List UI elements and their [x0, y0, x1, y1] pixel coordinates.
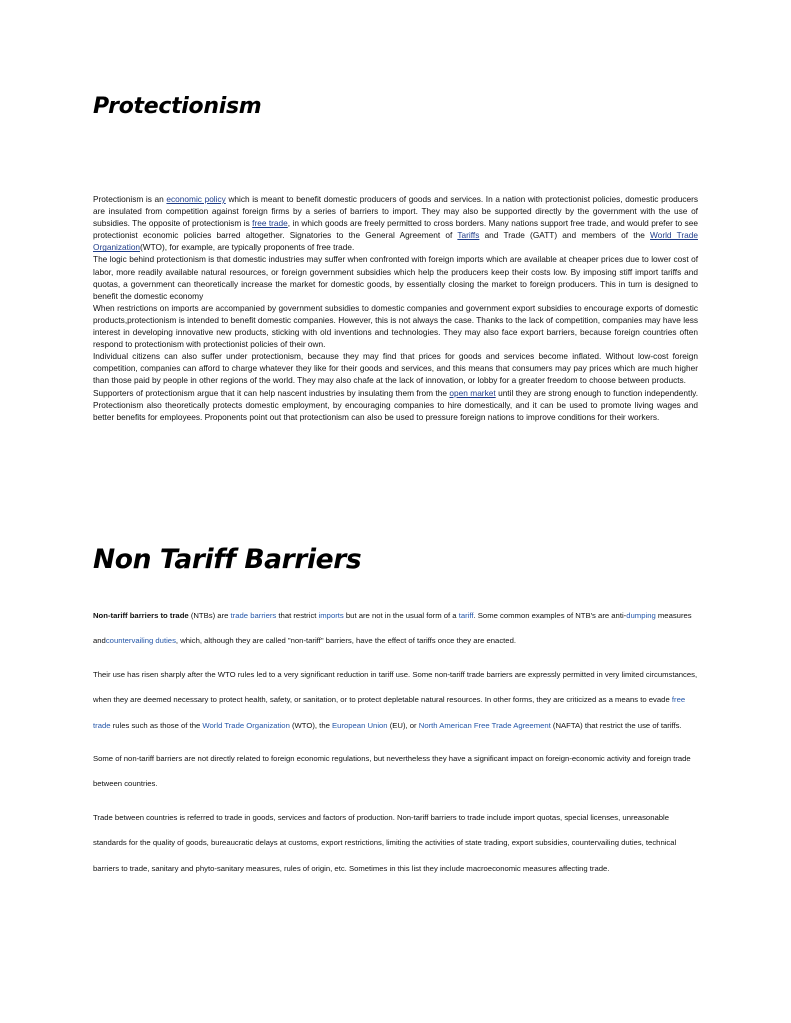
- paragraph: [93, 603, 703, 654]
- link-nafta[interactable]: North American Free Trade Agreement: [418, 720, 551, 730]
- paragraph: Individual citizens can also suffer under protectionism, because they may find that prices for goods and services become inflated. Without low-cost foreign competition, companies can afford to charge whatever they like for their goods and services, and this means that consumers may pay prices which are much higher than those paid by people in other regions of the world. They may also chafe at the lack of innovation, or lobby for a greater freedom to choose between products.: [93, 351, 698, 386]
- paragraph: [93, 387, 698, 423]
- text: Supporters of protectionism argue that it can help nascent industries by insulating them from the: [93, 387, 450, 398]
- protectionism-body: [93, 193, 698, 423]
- link-tariff[interactable]: tariff: [458, 611, 474, 620]
- text: that restrict: [276, 611, 319, 620]
- paragraph: [93, 193, 698, 253]
- link-imports[interactable]: imports: [318, 611, 344, 620]
- text: rules such as those of the: [110, 720, 203, 730]
- text: (WTO), for example, are typically proponents of free trade.: [140, 242, 355, 253]
- text: which is meant to benefit domestic producers of goods and services. In a nation with protectionist policies, domestic producers are insulated from competition against foreign firms by a series of barriers to import. They may also be supported directly by the government with the use of subsidies. The opposite of protectionism is: [93, 194, 698, 229]
- link-world-trade-organization[interactable]: World Trade Organization: [202, 720, 290, 730]
- text: and Trade (GATT) and members of the: [479, 230, 651, 241]
- text: Protectionism is an: [93, 194, 167, 204]
- text: (WTO), the: [289, 720, 333, 730]
- link-dumping[interactable]: dumping: [626, 611, 656, 620]
- link-economic-policy[interactable]: economic policy: [166, 194, 226, 204]
- text: (NTBs) are: [188, 611, 231, 620]
- paragraph: Some of non-tariff barriers are not directly related to foreign economic regulations, but nevertheless they have a significant impact on foreign-economic activity and foreign trade between countries.: [93, 754, 691, 789]
- text: (NAFTA) that restrict the use of tariffs.: [550, 720, 682, 730]
- text: , in which goods are freely permitted to cross borders. Many nations support free trade, and would prefer to see protectionist economic policies barred altogether. Signatories to the General Agreement of: [93, 218, 698, 241]
- heading-protectionism: Protectionism: [93, 94, 262, 119]
- heading-non-tariff-barriers: Non Tariff Barriers: [93, 544, 362, 575]
- link-trade-barriers[interactable]: trade barriers: [230, 611, 277, 620]
- paragraph: Trade between countries is referred to trade in goods, services and factors of production. Non-tariff barriers to trade include import quotas, special licenses, unreasonable standards for the quality of goods, bureaucratic delays at customs, export restrictions, limiting the activities of state trading, export subsidies, countervailing duties, technical barriers to trade, sanitary and phyto-sanitary measures, rules of origin, etc. Sometimes in this list they include macroeconomic measures affecting trade.: [93, 812, 677, 873]
- text: until they are strong enough to function independently. Protectionism also theoretically protects domestic employment, by encouraging companies to hire domestically, and it can be used to promote living wages and better benefits for employees. Proponents point out that protectionism can also be used to pressure foreign nations to improve conditions for their workers.: [93, 387, 699, 422]
- link-countervailing-duties[interactable]: countervailing duties: [105, 636, 176, 646]
- text: , which, although they are called "non-tariff" barriers, have the effect of tariffs once they are enacted.: [175, 636, 516, 646]
- link-world-trade-organization[interactable]: World Trade Organization: [93, 230, 698, 253]
- paragraph: When restrictions on imports are accompanied by government subsidies to domestic companies and government export subsidies to encourage exports of domestic products,protectionism is intended to benefit domestic companies. However, this is not always the case. Thanks to the lack of competition, companies may have less interest in developing innovative new products, sticking with old inventions and technologies. They may also face export barriers, because foreign countries often respond to protectionism with protectionist policies of their own.: [93, 302, 698, 350]
- link-open-market[interactable]: open market: [449, 387, 496, 398]
- term-ntb: Non-tariff barriers to trade: [93, 611, 189, 620]
- text: (EU), or: [387, 720, 419, 730]
- link-free-trade[interactable]: free trade: [252, 218, 288, 229]
- link-free-trade[interactable]: free trade: [93, 695, 686, 730]
- text: Their use has risen sharply after the WTO rules led to a very significant reduction in tariff use. Some non-tariff trade barriers are expressly permitted in very limited circumstances, when they are deemed necessary to protect health, safety, or sanitation, or to protect depletable natural resources. In other forms, they are criticized as a means to evade: [93, 669, 698, 705]
- paragraph: The logic behind protectionism is that domestic industries may suffer when confronted with foreign imports which are available at cheaper prices due to lower cost of labor, more readily available natural resources, or foreign government subsidies which help the producers keep their costs low. By imposing stiff import tariffs and quotas, a government can theoretically increase the market for domestic goods, by essentially closing the market to foreign producers. This in turn is designed to benefit the domestic economy: [93, 254, 698, 301]
- text: but are not in the usual form of a: [343, 611, 459, 620]
- non-tariff-barriers-body: [93, 603, 703, 889]
- link-tariffs[interactable]: Tariffs: [457, 230, 480, 241]
- link-european-union[interactable]: European Union: [332, 720, 388, 730]
- text: . Some common examples of NTB's are anti-: [473, 611, 627, 620]
- text: measures and: [93, 611, 692, 646]
- paragraph: [93, 662, 703, 738]
